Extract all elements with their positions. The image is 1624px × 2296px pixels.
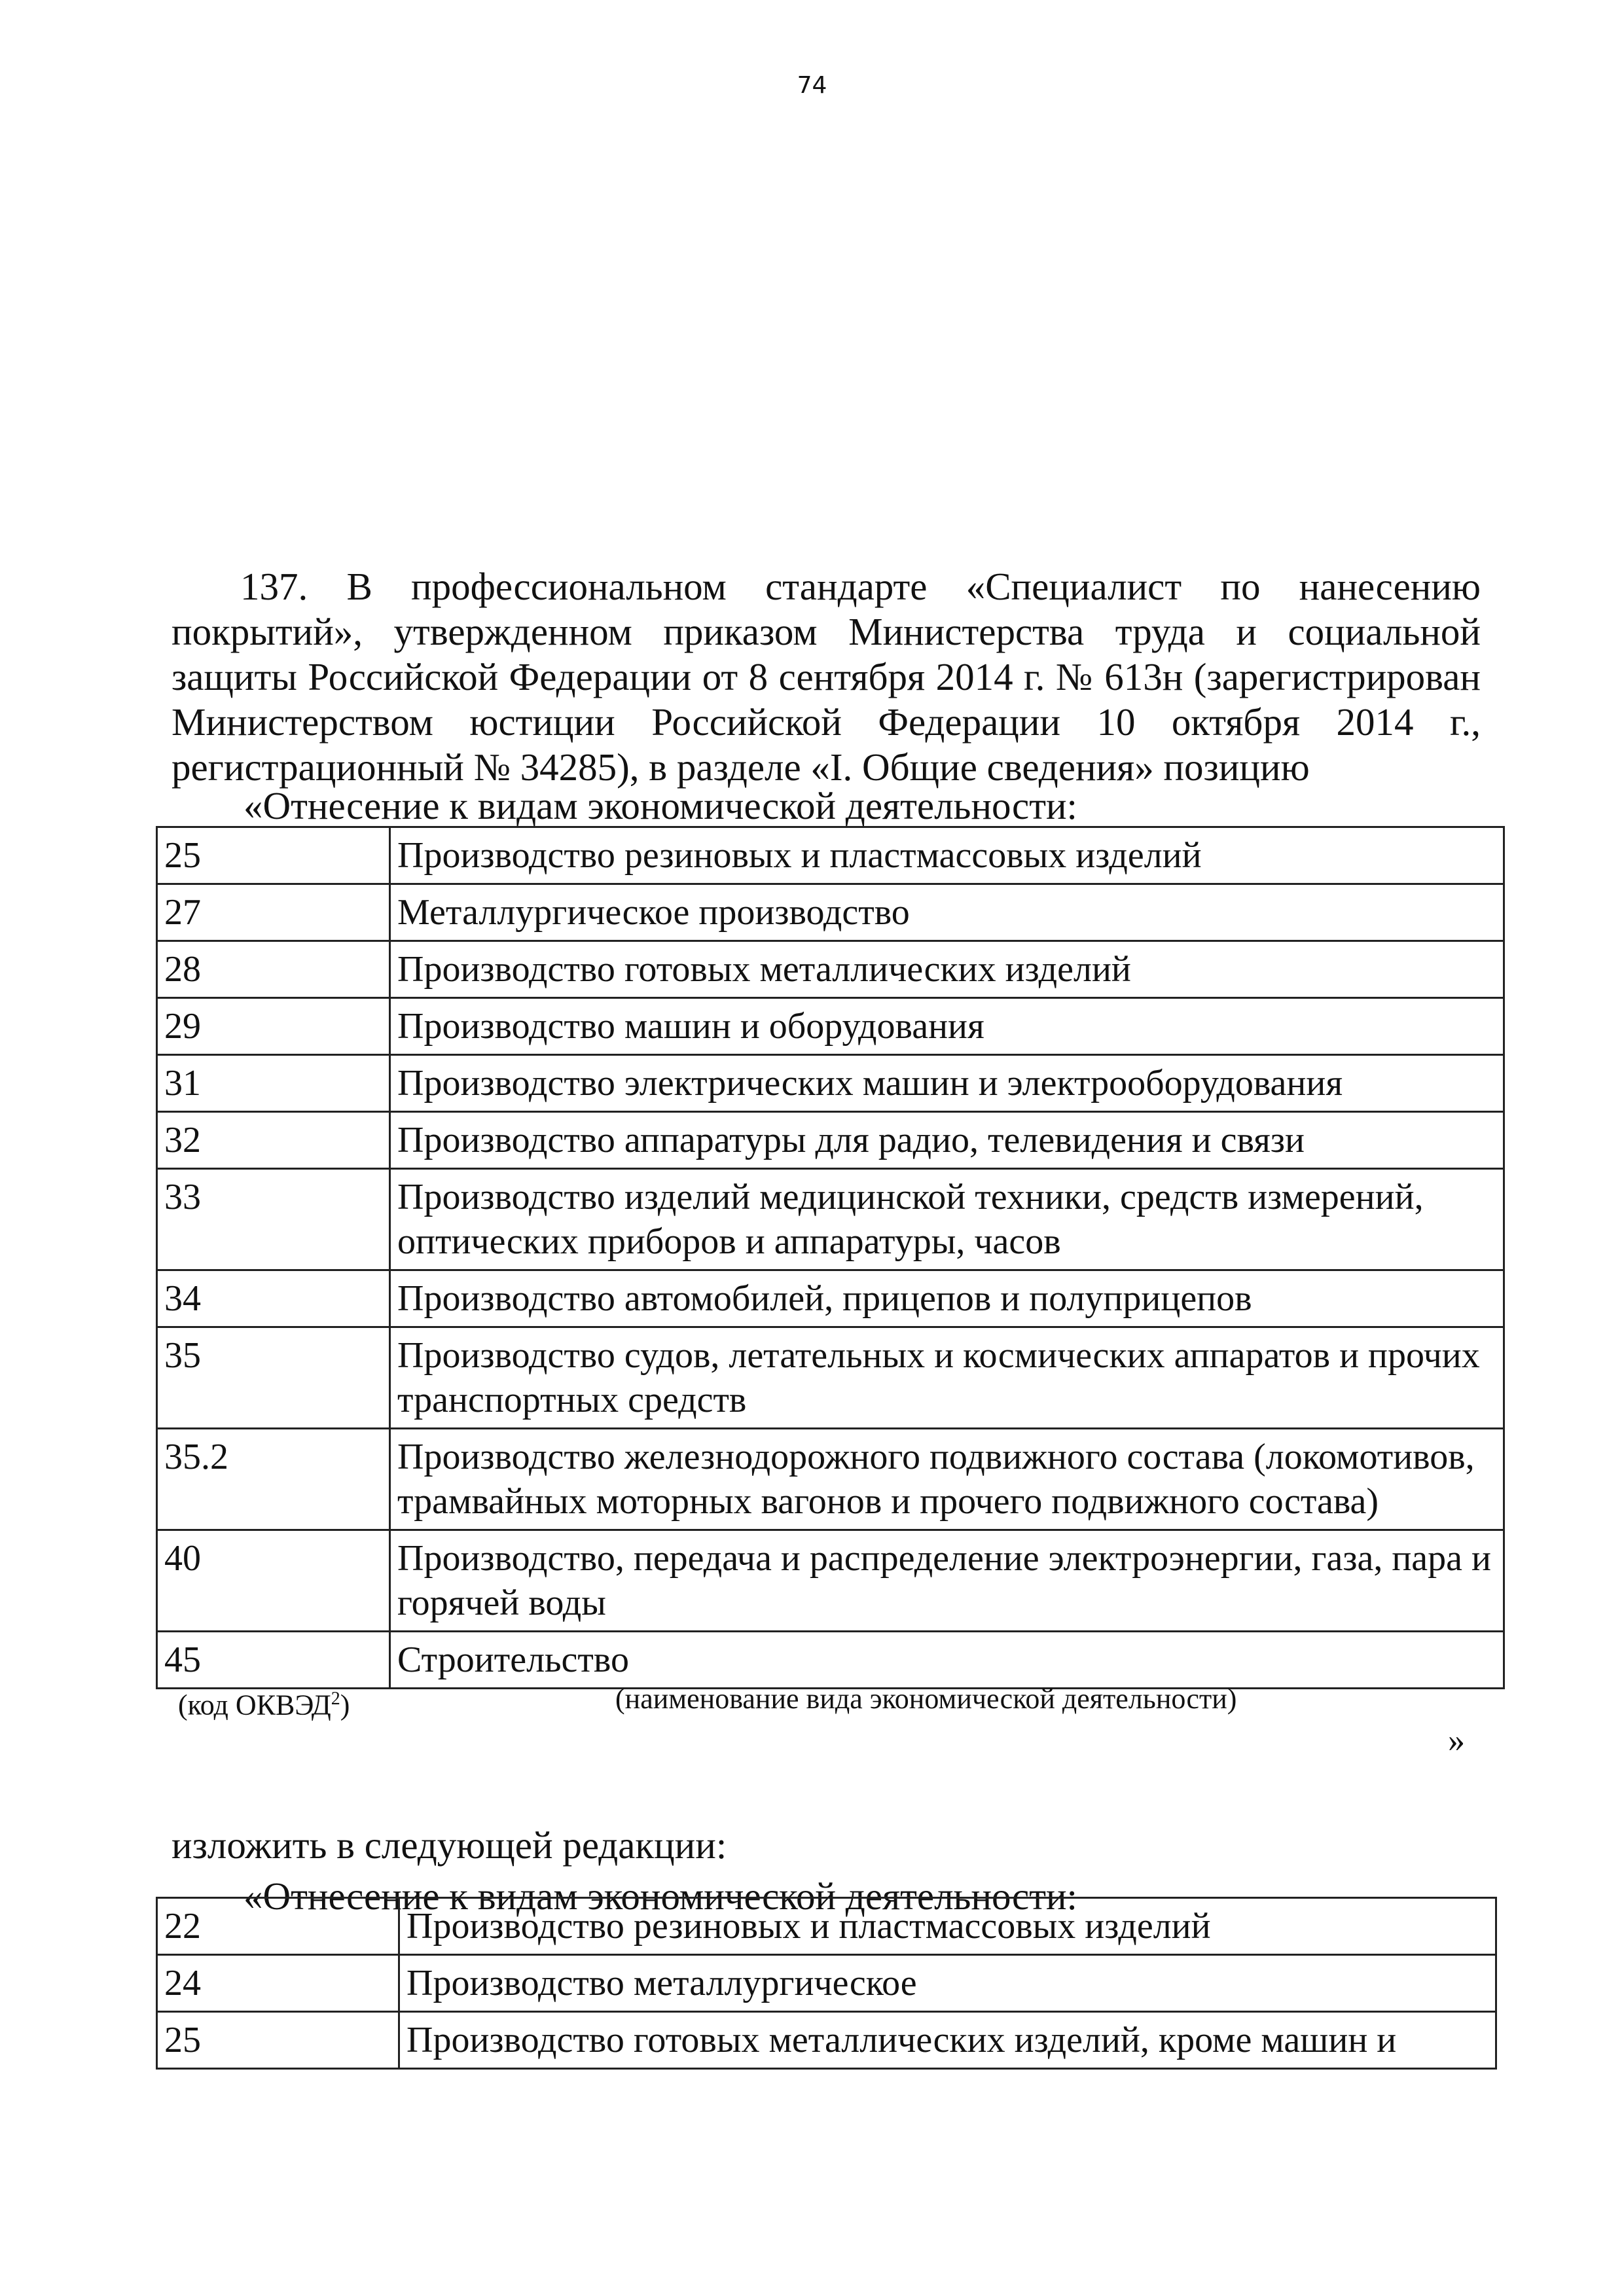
old-section-intro: «Отнесение к видам экономической деятельности: <box>244 784 1077 827</box>
table-row <box>157 1530 1504 1632</box>
table-row <box>157 1270 1504 1327</box>
okved-code: 25 <box>157 2012 399 2069</box>
okved-code: 25 <box>157 827 390 884</box>
okved-code: 33 <box>157 1169 390 1270</box>
table-row <box>157 998 1504 1055</box>
activity-name: Производство электрических машин и электрооборудования <box>390 1055 1504 1112</box>
activity-name: Производство железнодорожного подвижного состава (локомотивов, трамвайных моторных вагонов и прочего подвижного состава) <box>390 1429 1504 1530</box>
okved-code: 31 <box>157 1055 390 1112</box>
closing-quote: » <box>1448 1722 1465 1759</box>
new-section-intro: «Отнесение к видам экономической деятельности: <box>244 1874 1077 1918</box>
activity-name: Производство судов, летательных и космических аппаратов и прочих транспортных средств <box>390 1327 1504 1429</box>
activity-name: Производство автомобилей, прицепов и полуприцепов <box>390 1270 1504 1327</box>
okved-code: 29 <box>157 998 390 1055</box>
activity-name: Производство металлургическое <box>399 1955 1496 2012</box>
table-row <box>157 1169 1504 1270</box>
table-row <box>157 884 1504 941</box>
code-caption-text: (код ОКВЭД <box>178 1689 331 1721</box>
table-row <box>157 941 1504 998</box>
okved-code: 35 <box>157 1327 390 1429</box>
page-number: 74 <box>797 72 827 99</box>
table-row <box>157 1055 1504 1112</box>
okved-code: 24 <box>157 1955 399 2012</box>
old-okved-table <box>156 826 1505 1689</box>
activity-name: Производство машин и оборудования <box>390 998 1504 1055</box>
activity-name: Производство, передача и распределение электроэнергии, газа, пара и горячей воды <box>390 1530 1504 1632</box>
activity-name: Производство резиновых и пластмассовых изделий <box>399 1898 1496 1955</box>
name-caption: (наименование вида экономической деятельности) <box>615 1683 1237 1715</box>
okved-code: 28 <box>157 941 390 998</box>
table-row <box>157 1112 1504 1169</box>
table-row <box>157 1955 1496 2012</box>
table-row <box>157 1327 1504 1429</box>
okved-code: 27 <box>157 884 390 941</box>
activity-name: Производство аппаратуры для радио, телевидения и связи <box>390 1112 1504 1169</box>
activity-name: Производство изделий медицинской техники, средств измерений, оптических приборов и аппаратуры, часов <box>390 1169 1504 1270</box>
okved-code: 34 <box>157 1270 390 1327</box>
activity-name: Строительство <box>390 1632 1504 1689</box>
activity-name: Металлургическое производство <box>390 884 1504 941</box>
okved-code: 22 <box>157 1898 399 1955</box>
okved-code: 40 <box>157 1530 390 1632</box>
table-row <box>157 1632 1504 1689</box>
new-okved-table <box>156 1897 1497 2070</box>
okved-code: 35.2 <box>157 1429 390 1530</box>
footnote-marker: 2 <box>331 1689 340 1709</box>
amendment-paragraph: 137. В профессиональном стандарте «Специалист по нанесению покрытий», утвержденном приказом Министерства труда и социальной защиты Российской Федерации от 8 сентября 2014 г. № 613н (зарегистрирован Министерством юстиции Российской Федерации 10 октября 2014 г., регистрационный № 34285), в разделе «I. Общие сведения» позицию <box>171 565 1481 789</box>
table-row <box>157 1898 1496 1955</box>
activity-name: Производство резиновых и пластмассовых изделий <box>390 827 1504 884</box>
code-caption-end: ) <box>340 1689 350 1721</box>
edit-instruction: изложить в следующей редакции: <box>171 1823 727 1867</box>
code-caption <box>178 1681 350 1724</box>
okved-code: 32 <box>157 1112 390 1169</box>
table-row <box>157 1429 1504 1530</box>
activity-name: Производство готовых металлических изделий, кроме машин и <box>399 2012 1496 2069</box>
okved-code: 45 <box>157 1632 390 1689</box>
table-row <box>157 827 1504 884</box>
table-row <box>157 2012 1496 2069</box>
activity-name: Производство готовых металлических изделий <box>390 941 1504 998</box>
